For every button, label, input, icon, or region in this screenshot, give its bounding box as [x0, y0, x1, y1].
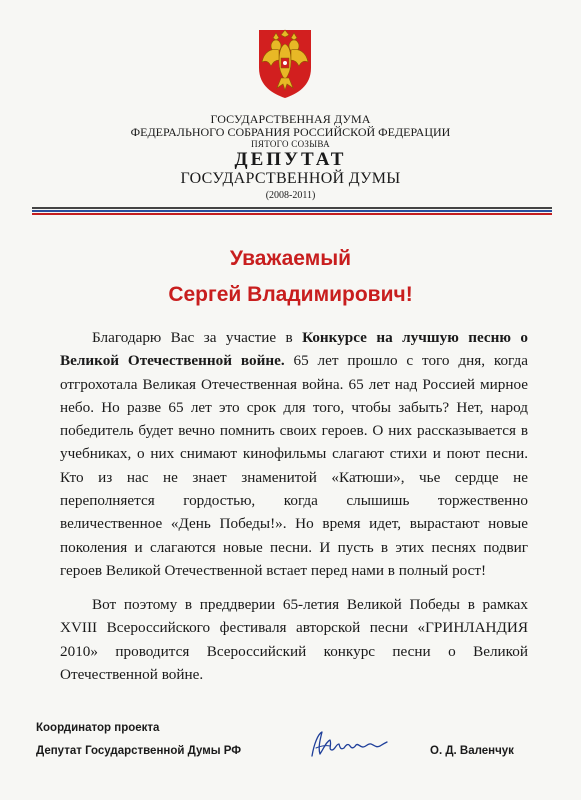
letterhead-years: (2008-2011): [265, 190, 316, 201]
greeting-line1: Уважаемый: [229, 247, 352, 270]
signer-name: О. Д. Валенчук: [430, 745, 514, 757]
role-deputy: Депутат Государственной Думы РФ: [36, 745, 242, 757]
letterhead-line3: ПЯТОГО СОЗЫВА: [251, 139, 330, 149]
p2-text: Вот поэтому в преддверии 65-летия Великой Победы в рамках XVIII Всероссийского фестиваля авторской песни «ГРИНЛАНДИЯ 2010» проводится Всероссийский конкурс песни о Великой Отечественной войне.: [60, 596, 528, 683]
letterhead-line2: ФЕДЕРАЛЬНОГО СОБРАНИЯ РОССИЙСКОЙ ФЕДЕРАЦИИ: [130, 125, 451, 139]
role-coordinator: Координатор проекта: [36, 722, 160, 734]
greeting-line2: Сергей Владимирович!: [168, 283, 413, 306]
contest-name: Конкурсе на лучшую песню о Великой Отечественной войне.: [60, 329, 528, 370]
divider-blue: [32, 210, 552, 212]
body-paragraph-1: [60, 326, 528, 582]
letterhead-title: ДЕПУТАТ: [234, 149, 347, 170]
letterhead-line1: ГОСУДАРСТВЕННАЯ ДУМА: [210, 112, 371, 126]
handwritten-signature: [308, 726, 390, 764]
p1-lead: Благодарю Вас за участие в: [92, 329, 303, 346]
divider-dark: [32, 207, 552, 209]
body-paragraph-2: [60, 593, 528, 686]
divider-red: [32, 213, 552, 215]
p1-rest: 65 лет прошло с того дня, когда отгрохотала Великая Отечественная война. 65 лет над Россией мирное небо. Но разве 65 лет это срок для того, чтобы забыть? Нет, народ победитель будет вечно помнить своих героев. О них рассказывается в учебниках, о них снимают кинофильмы слагают стихи и поют песни. Кто из нас не знает знаменитой «Катюши», чье сердце не переполняется гордостью, когда слышишь торжественно величественное «День Победы!». Но время идет, вырастают новые поколения и слагаются новые песни. И пусть в этих песнях подвиг героев Великой Отечественной встает перед нами в полный рост!: [60, 352, 528, 579]
letterhead-subtitle: ГОСУДАРСТВЕННОЙ ДУМЫ: [180, 170, 401, 187]
coat-of-arms-icon: [255, 28, 315, 100]
